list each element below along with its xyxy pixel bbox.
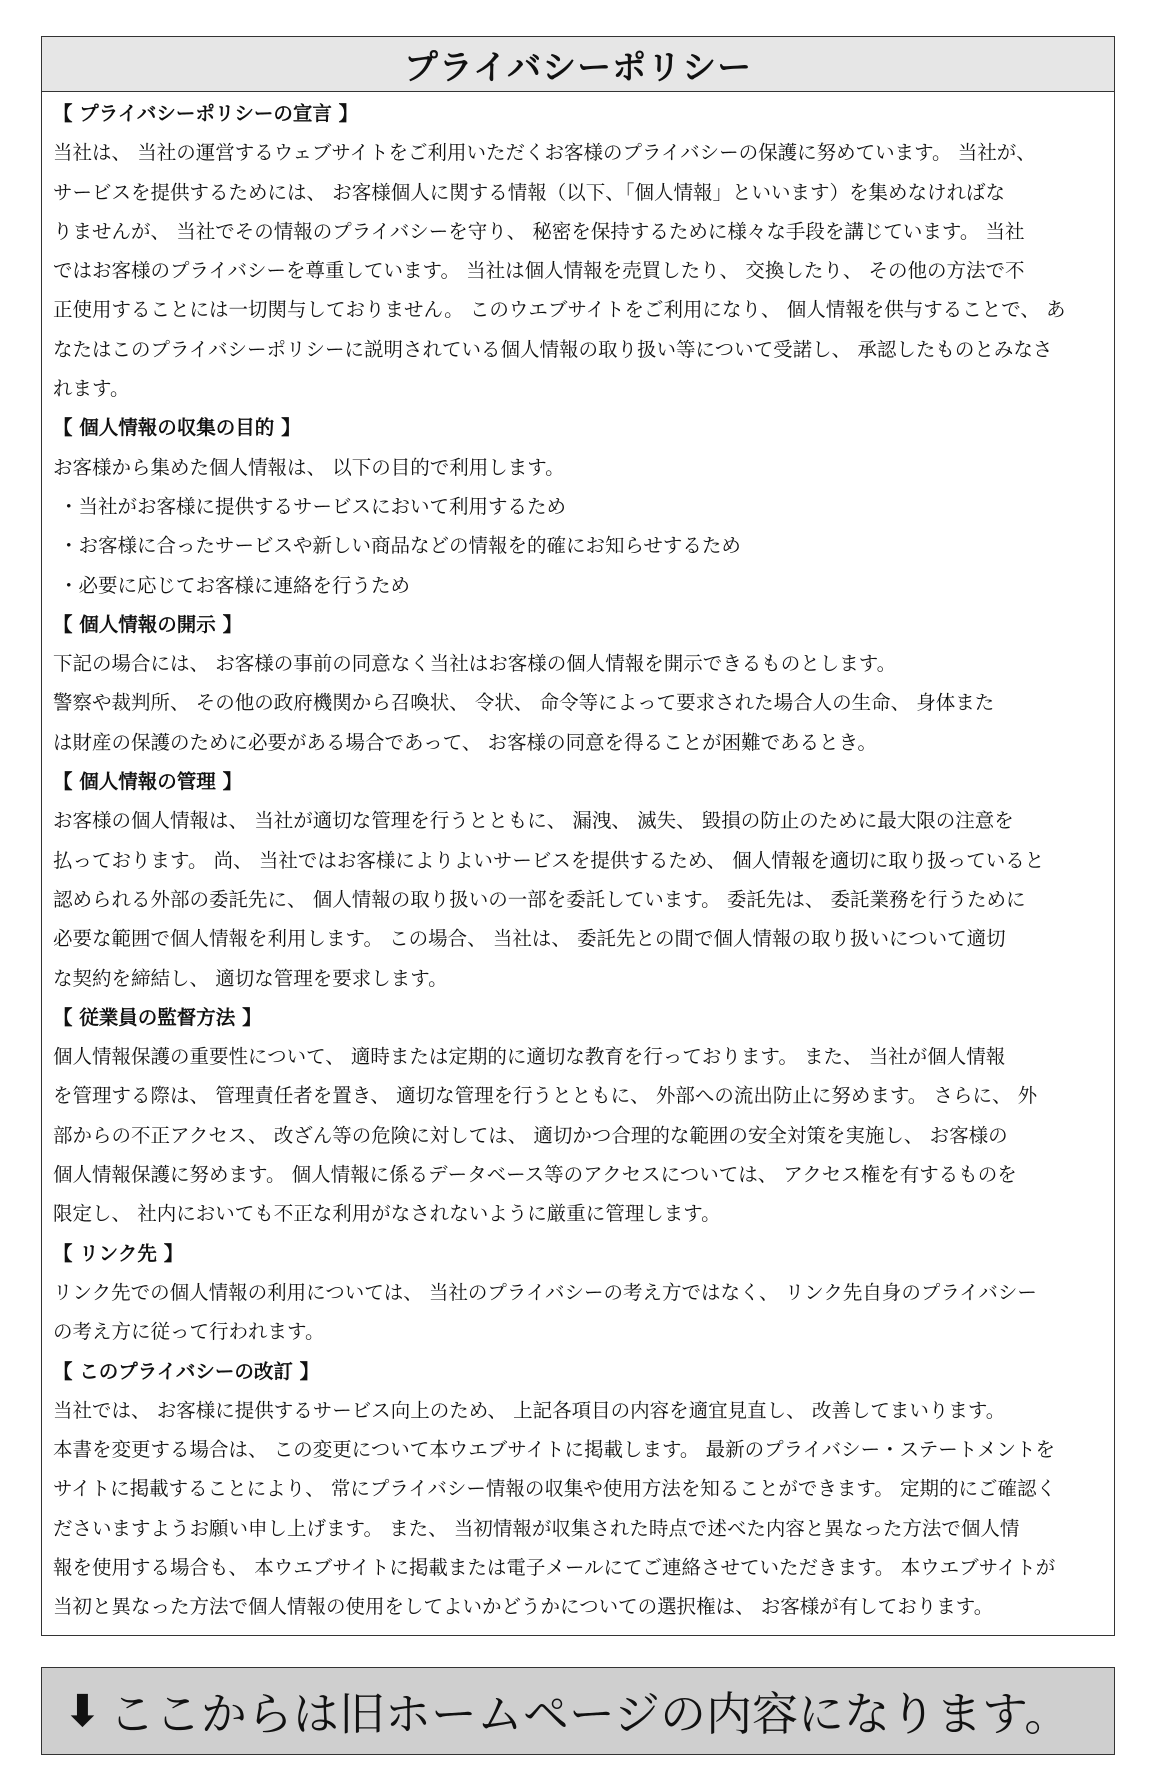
- list-item: ・必要に応じてお客様に連絡を行うため: [59, 573, 411, 597]
- section-heading: 【 個人情報の収集の目的 】: [53, 416, 301, 440]
- body-text-line: れます。: [53, 377, 130, 401]
- section-heading: 【 このプライバシーの改訂 】: [53, 1359, 320, 1383]
- section-heading: 【 個人情報の管理 】: [53, 770, 243, 794]
- section-heading: 【 従業員の監督方法 】: [53, 1005, 262, 1029]
- privacy-policy-box: [41, 36, 1115, 1636]
- body-text-line: 必要な範囲で個人情報を利用します。 この場合、 当社は、 委託先との間で個人情報の取り扱いについて適切: [53, 927, 1006, 951]
- body-text-line: お客様の個人情報は、 当社が適切な管理を行うとともに、 漏洩、 滅失、 毀損の防止のために最大限の注意を: [53, 809, 1014, 833]
- body-text-line: サイトに掲載することにより、 常にプライバシー情報の収集や使用方法を知ることができます。 定期的にご確認く: [53, 1477, 1056, 1501]
- body-text-line: 当社では、 お客様に提供するサービス向上のため、 上記各項目の内容を適宜見直し、 改善してまいります。: [53, 1398, 1006, 1422]
- body-text-line: 報を使用する場合も、 本ウエブサイトに掲載または電子メールにてご連絡させていただきます。 本ウエブサイトが: [53, 1555, 1056, 1579]
- body-text-line: を管理する際は、 管理責任者を置き、 適切な管理を行うとともに、 外部への流出防止に努めます。 さらに、 外: [53, 1084, 1038, 1108]
- body-text-line: な契約を締結し、 適切な管理を要求します。: [53, 966, 448, 990]
- body-text-line: 下記の場合には、 お客様の事前の同意なく当社はお客様の個人情報を開示できるものとします。: [53, 652, 897, 676]
- notice-text: ここからは旧ホームページの内容になります。: [108, 1687, 1071, 1741]
- body-text-line: 当社は、 当社の運営するウェブサイトをご利用いただくお客様のプライバシーの保護に努めています。 当社が、: [53, 141, 1036, 165]
- body-text-line: 認められる外部の委託先に、 個人情報の取り扱いの一部を委託しています。 委託先は、 委託業務を行うために: [53, 887, 1026, 911]
- body-text-line: ではお客様のプライバシーを尊重しています。 当社は個人情報を売買したり、 交換したり、 その他の方法で不: [53, 259, 1025, 283]
- body-text-line: りませんが、 当社でその情報のプライバシーを守り、 秘密を保持するために様々な手段を講じています。 当社: [53, 219, 1025, 243]
- body-text-line: 部からの不正アクセス、 改ざん等の危険に対しては、 適切かつ合理的な範囲の安全対策を実施し、 お客様の: [53, 1123, 1008, 1147]
- body-text-line: 警察や裁判所、 その他の政府機関から召喚状、 令状、 命令等によって要求された場合人の生命、 身体また: [53, 691, 995, 715]
- body-text-line: 限定し、 社内においても不正な利用がなされないように厳重に管理します。: [53, 1202, 721, 1226]
- list-item: ・当社がお客様に提供するサービスにおいて利用するため: [59, 494, 567, 518]
- down-arrow-icon: ⬇: [64, 1685, 101, 1737]
- body-text-line: は財産の保護のために必要がある場合であって、 お客様の同意を得ることが困難であるとき。: [53, 730, 877, 754]
- page-title: プライバシーポリシー: [42, 37, 1114, 92]
- old-homepage-notice: [41, 1667, 1115, 1755]
- body-text-line: ださいますようお願い申し上げます。 また、 当初情報が収集された時点で述べた内容と異なった方法で個人情: [53, 1516, 1020, 1540]
- body-text-line: の考え方に従って行われます。: [53, 1320, 325, 1344]
- body-text-line: サービスを提供するためには、 お客様個人に関する情報（以下、「個人情報」といいます）を集めなければな: [53, 180, 1005, 204]
- body-text-line: お客様から集めた個人情報は、 以下の目的で利用します。: [53, 455, 565, 479]
- section-heading: 【 プライバシーポリシーの宣言 】: [53, 102, 359, 125]
- body-text-line: リンク先での個人情報の利用については、 当社のプライバシーの考え方ではなく、 リンク先自身のプライバシー: [53, 1280, 1037, 1304]
- body-text-line: 正使用することには一切関与しておりません。 このウエブサイトをご利用になり、 個人情報を供与することで、 あ: [53, 298, 1066, 322]
- body-text-line: なたはこのプライバシーポリシーに説明されている個人情報の取り扱い等について受諾し、 承認したものとみなさ: [53, 337, 1053, 361]
- section-heading: 【 リンク先 】: [53, 1241, 184, 1265]
- body-text-line: 払っております。 尚、 当社ではお客様によりよいサービスを提供するため、 個人情報を適切に取り扱っていると: [53, 848, 1045, 872]
- body-text-line: 個人情報保護の重要性について、 適時または定期的に適切な教育を行っております。 また、 当社が個人情報: [53, 1045, 1006, 1069]
- list-item: ・お客様に合ったサービスや新しい商品などの情報を的確にお知らせするため: [59, 534, 741, 558]
- body-text-line: 本書を変更する場合は、 この変更について本ウエブサイトに掲載します。 最新のプライバシー・ステートメントを: [53, 1438, 1056, 1462]
- body-text-line: 当初と異なった方法で個人情報の使用をしてよいかどうかについての選択権は、 お客様が有しております。: [53, 1595, 994, 1619]
- section-heading: 【 個人情報の開示 】: [53, 612, 243, 636]
- policy-body: [42, 92, 1114, 1627]
- body-text-line: 個人情報保護に努めます。 個人情報に係るデータベース等のアクセスについては、 アクセス権を有するものを: [53, 1163, 1017, 1187]
